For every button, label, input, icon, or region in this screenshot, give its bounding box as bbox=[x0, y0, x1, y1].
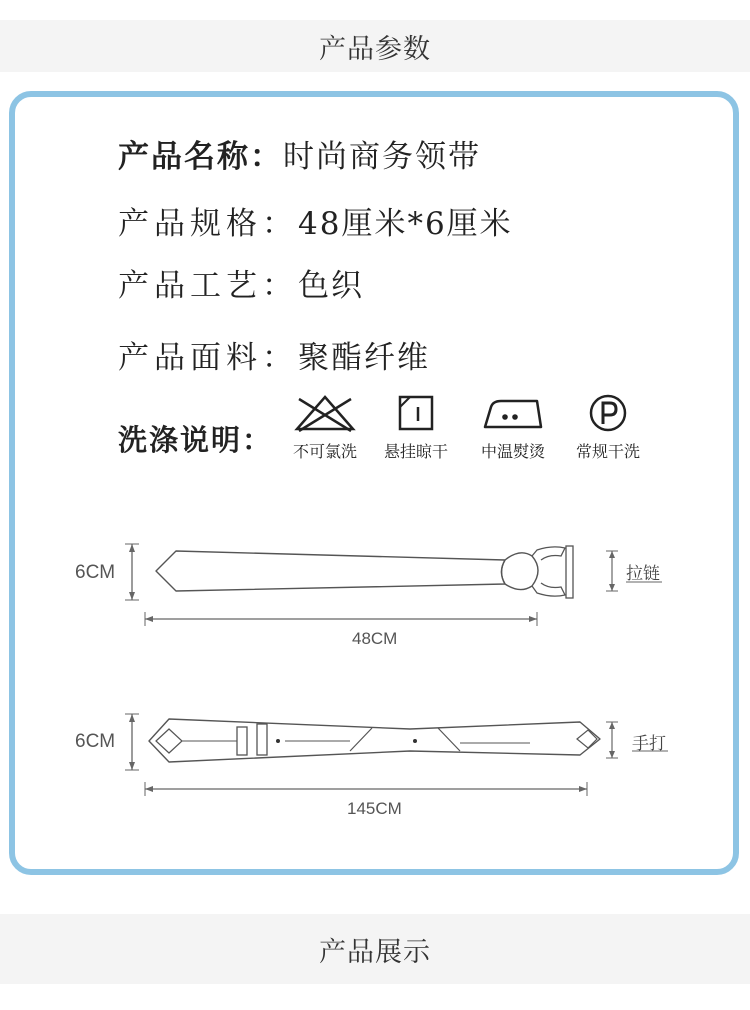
section-title: 产品展示 bbox=[319, 936, 431, 968]
care-caption: 悬挂晾干 bbox=[383, 442, 448, 461]
care-caption: 中温熨烫 bbox=[480, 442, 545, 461]
handtie-diagram bbox=[125, 714, 668, 796]
spec-label: 产品面料： bbox=[118, 340, 298, 376]
handtie-length-label: 145CM bbox=[347, 799, 402, 818]
care-label: 洗涤说明： bbox=[118, 423, 274, 457]
spec-label: 产品工艺： bbox=[118, 268, 298, 304]
spec-value: 色织 bbox=[298, 268, 364, 304]
spec-label: 产品名称： bbox=[118, 139, 283, 175]
spec-value: 时尚商务领带 bbox=[283, 139, 481, 175]
spec-label: 产品规格： bbox=[118, 206, 298, 242]
zipper-type-label: 拉链 bbox=[626, 564, 660, 584]
section-title: 产品参数 bbox=[319, 33, 431, 65]
handtie-type-label: 手打 bbox=[632, 734, 666, 754]
zipper-width-label: 6CM bbox=[75, 562, 116, 583]
spec-value: 48厘米*6厘米 bbox=[298, 206, 513, 242]
care-caption: 常规干洗 bbox=[575, 442, 640, 461]
zipper-length-label: 48CM bbox=[352, 629, 398, 648]
spec-value: 聚酯纤维 bbox=[298, 340, 430, 376]
handtie-width-label: 6CM bbox=[75, 731, 116, 752]
section-header-display bbox=[0, 914, 750, 984]
zipper-tie-diagram bbox=[125, 544, 662, 626]
care-caption: 不可氯洗 bbox=[292, 442, 357, 461]
